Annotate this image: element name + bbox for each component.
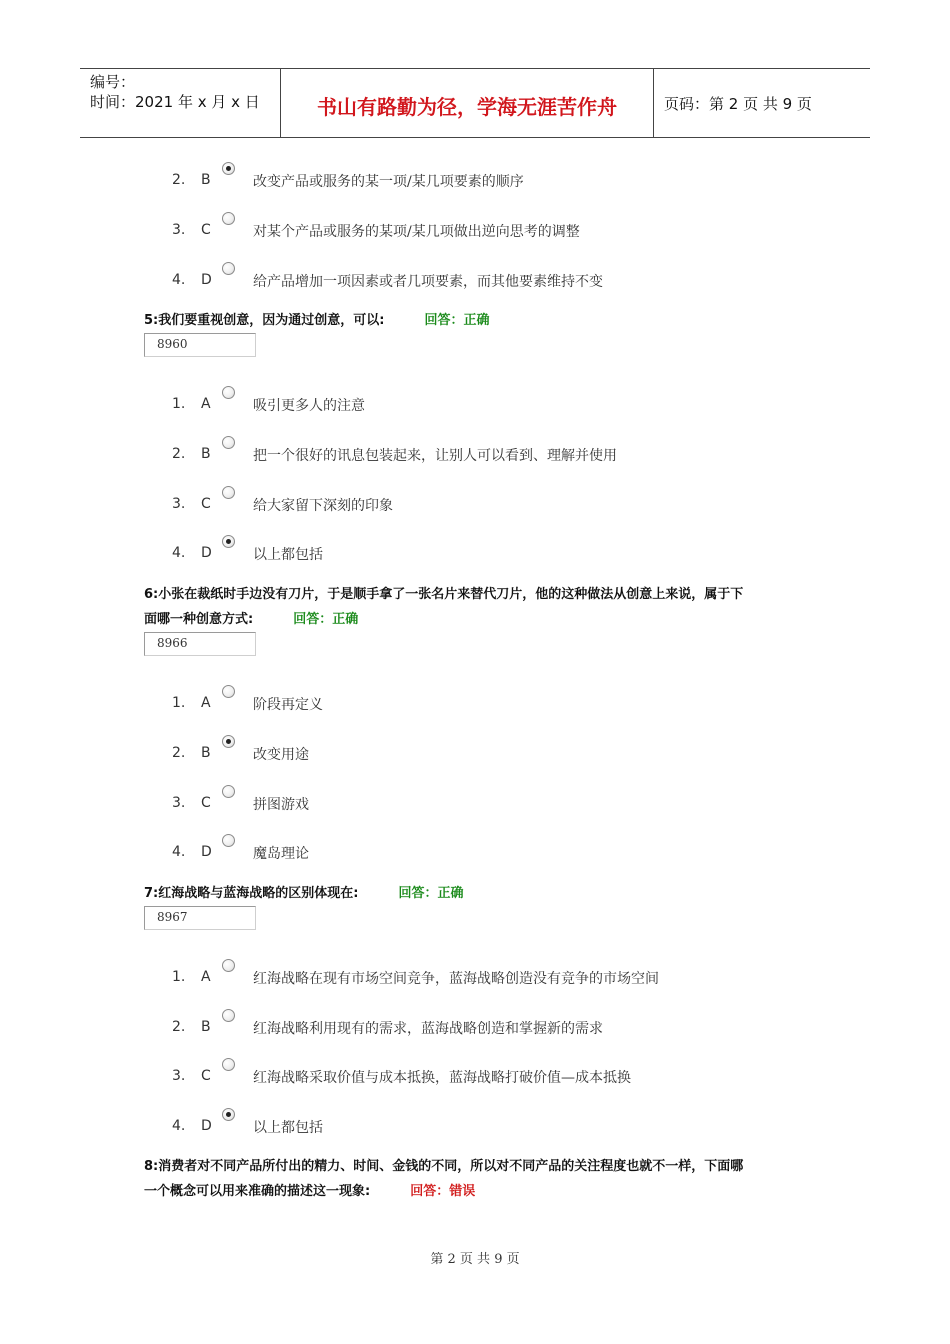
radio-icon[interactable] [222, 212, 235, 225]
q5-option-d [172, 543, 812, 567]
q7-option-b [172, 1017, 812, 1041]
option-letter: C [201, 496, 211, 512]
option-letter: A [201, 695, 211, 711]
option-letter: B [201, 172, 211, 188]
question-5 [144, 308, 824, 333]
option-letter: B [201, 745, 211, 761]
option-number: 2. [172, 446, 186, 462]
radio-icon[interactable] [222, 1009, 235, 1022]
q6-option-b [172, 743, 812, 767]
answer-status: 回答：正确 [293, 612, 359, 627]
radio-selected-icon[interactable] [222, 1108, 235, 1121]
header-motto-cell [281, 69, 654, 137]
q5-option-a [172, 394, 812, 418]
option-number: 3. [172, 496, 186, 512]
question-text-line1: 6:小张在裁纸时手边没有刀片，于是顺手拿了一张名片来替代刀片，他的这种做法从创意上来说，属于下 [144, 587, 744, 602]
question-text-line2: 面哪一种创意方式: [144, 612, 254, 627]
radio-icon[interactable] [222, 386, 235, 399]
q4-option-b [172, 170, 812, 194]
motto: 书山有路勤为径，学海无涯苦作舟 [317, 95, 617, 119]
q7-option-a [172, 967, 812, 991]
option-letter: C [201, 795, 211, 811]
radio-selected-icon[interactable] [222, 735, 235, 748]
option-text: 以上都包括 [253, 1120, 323, 1136]
question-id-field: 8960 [144, 333, 256, 357]
q7-option-d [172, 1116, 812, 1140]
header-meta-cell [80, 69, 281, 137]
option-number: 4. [172, 272, 186, 288]
question-text: 7:红海战略与蓝海战略的区别体现在: [144, 886, 359, 901]
option-text: 改变用途 [253, 747, 309, 763]
option-number: 3. [172, 222, 186, 238]
option-number: 2. [172, 1019, 186, 1035]
answer-status: 回答：正确 [424, 313, 490, 328]
option-text: 给大家留下深刻的印象 [253, 498, 393, 514]
option-text: 红海战略利用现有的需求，蓝海战略创造和掌握新的需求 [253, 1021, 603, 1037]
option-letter: B [201, 446, 211, 462]
option-number: 4. [172, 1118, 186, 1134]
page-info: 页码：第 2 页 共 9 页 [664, 95, 812, 113]
option-text: 对某个产品或服务的某项/某几项做出逆向思考的调整 [253, 224, 580, 240]
option-letter: A [201, 969, 211, 985]
question-text: 5:我们要重视创意，因为通过创意，可以: [144, 313, 385, 328]
question-text-line2: 一个概念可以用来准确的描述这一现象: [144, 1184, 371, 1199]
radio-icon[interactable] [222, 436, 235, 449]
header-page-cell [654, 69, 870, 137]
option-number: 1. [172, 396, 186, 412]
option-number: 1. [172, 695, 186, 711]
q5-option-c [172, 494, 812, 518]
q4-option-d [172, 270, 812, 294]
question-8 [144, 1154, 824, 1204]
option-number: 3. [172, 795, 186, 811]
option-number: 3. [172, 1068, 186, 1084]
option-letter: A [201, 396, 211, 412]
option-text: 红海战略在现有市场空间竞争，蓝海战略创造没有竞争的市场空间 [253, 971, 659, 987]
q7-option-c [172, 1066, 812, 1090]
radio-selected-icon[interactable] [222, 535, 235, 548]
q6-option-d [172, 842, 812, 866]
q5-option-b [172, 444, 812, 468]
radio-icon[interactable] [222, 959, 235, 972]
question-id-field: 8966 [144, 632, 256, 656]
option-text: 吸引更多人的注意 [253, 398, 365, 414]
option-text: 改变产品或服务的某一项/某几项要素的顺序 [253, 174, 524, 190]
radio-selected-icon[interactable] [222, 162, 235, 175]
radio-icon[interactable] [222, 685, 235, 698]
radio-icon[interactable] [222, 262, 235, 275]
q6-option-c [172, 793, 812, 817]
question-7 [144, 881, 824, 906]
radio-icon[interactable] [222, 486, 235, 499]
option-letter: D [201, 1118, 212, 1134]
page-header [80, 68, 870, 138]
option-text: 红海战略采取价值与成本抵换，蓝海战略打破价值—成本抵换 [253, 1070, 631, 1086]
radio-icon[interactable] [222, 1058, 235, 1071]
time-label: 时间：2021 年 x 月 x 日 [90, 93, 260, 111]
page-footer: 第 2 页 共 9 页 [430, 1252, 520, 1267]
option-text: 给产品增加一项因素或者几项要素，而其他要素维持不变 [253, 274, 603, 290]
option-text: 魔岛理论 [253, 846, 309, 862]
option-letter: C [201, 1068, 211, 1084]
answer-status: 回答：错误 [410, 1184, 476, 1199]
question-6 [144, 582, 824, 632]
radio-icon[interactable] [222, 834, 235, 847]
option-letter: D [201, 844, 212, 860]
option-number: 4. [172, 844, 186, 860]
question-id-field: 8967 [144, 906, 256, 930]
option-number: 2. [172, 172, 186, 188]
option-text: 把一个很好的讯息包装起来，让别人可以看到、理解并使用 [253, 448, 617, 464]
option-text: 阶段再定义 [253, 697, 323, 713]
question-text-line1: 8:消费者对不同产品所付出的精力、时间、金钱的不同，所以对不同产品的关注程度也就不一样，下面哪 [144, 1159, 744, 1174]
option-number: 4. [172, 545, 186, 561]
option-number: 1. [172, 969, 186, 985]
q4-option-c [172, 220, 812, 244]
option-letter: C [201, 222, 211, 238]
option-letter: D [201, 272, 212, 288]
number-label: 编号： [90, 73, 136, 91]
q6-option-a [172, 693, 812, 717]
option-number: 2. [172, 745, 186, 761]
radio-icon[interactable] [222, 785, 235, 798]
option-text: 以上都包括 [253, 547, 323, 563]
answer-status: 回答：正确 [398, 886, 464, 901]
option-letter: B [201, 1019, 211, 1035]
option-letter: D [201, 545, 212, 561]
option-text: 拼图游戏 [253, 797, 309, 813]
